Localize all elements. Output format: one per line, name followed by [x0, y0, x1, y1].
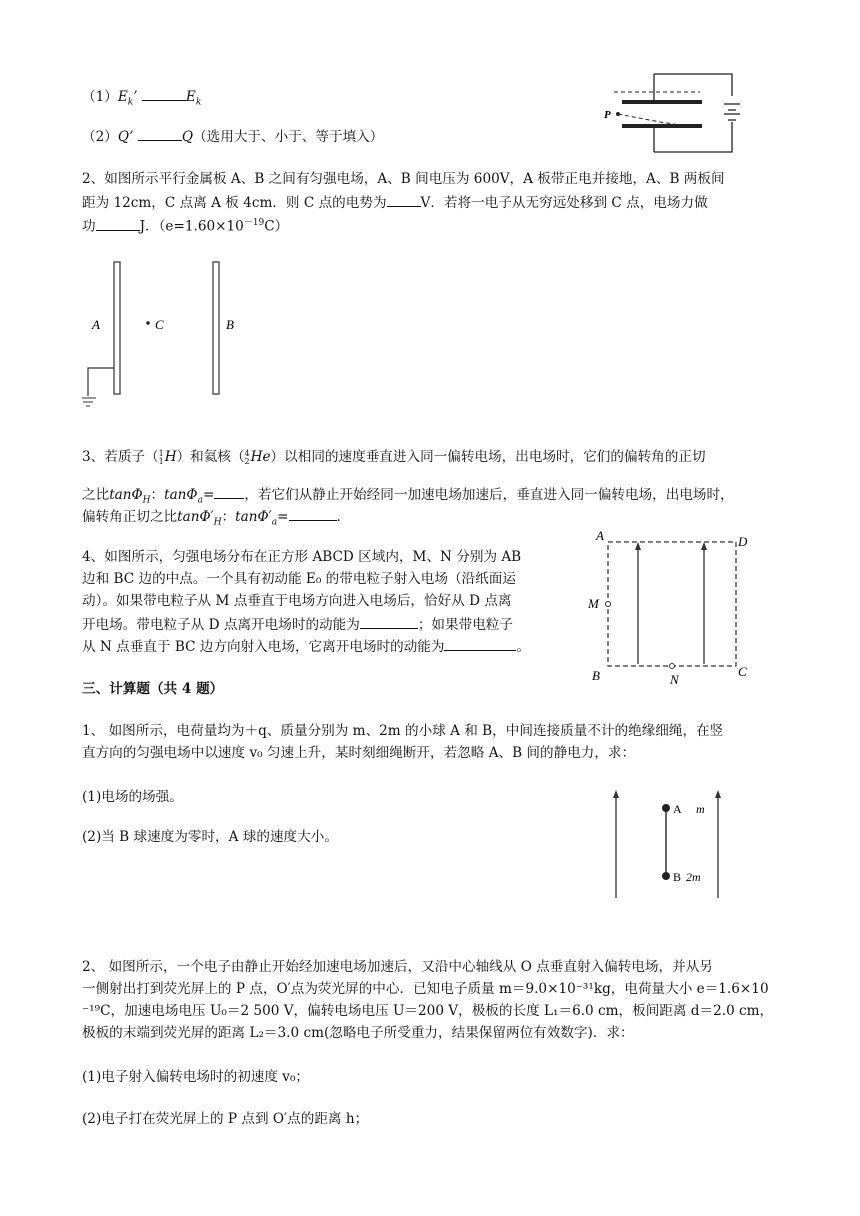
- q4-text: ；如果带电粒子: [417, 617, 513, 633]
- proton-symbol: H: [164, 449, 177, 465]
- label-a: A: [596, 528, 604, 543]
- q2-line3: [82, 214, 288, 236]
- ground-wire: [88, 368, 114, 396]
- point-n: [670, 664, 675, 669]
- label-mass-2m: 2m: [686, 870, 701, 884]
- prime-mark: ’: [133, 89, 138, 105]
- section-title: 三、计算题（共 4 题）: [82, 681, 224, 697]
- c1-line2: 直方向的匀强电场中以速度 v₀ 匀速上升，某时刻细绳断开，若忽略 A、B 间的静电力，求：: [82, 745, 636, 761]
- q3-text: 之比: [82, 487, 110, 503]
- q4-line4: [82, 614, 513, 634]
- exponent: －19: [243, 218, 265, 228]
- q4-text: 从 N 点垂直于 BC 边方向射入电场，它离开电场时的动能为: [82, 639, 445, 655]
- point-p-label: P: [604, 109, 611, 121]
- q3-text: 3、若质子（: [82, 449, 159, 465]
- q-prime-symbol: Q’: [117, 129, 134, 145]
- label-c: C: [738, 664, 747, 679]
- point-c: [146, 321, 150, 325]
- q4-text: 开电场。带电粒子从 D 点离开电场时的动能为: [82, 617, 360, 633]
- tan-phi-h: tanΦ: [109, 487, 143, 503]
- upper-plate: [622, 100, 702, 104]
- c2-line1: 2、 如图所示，一个电子由静止开始经加速电场加速后，又沿中心轴线从 O 点垂直射入偏转电场，并从另: [82, 959, 713, 975]
- c2-line3: ⁻¹⁹C，加速电场电压 U₀＝2 500 V，偏转电场电压 U＝200 V，极板的长度 L₁＝6.0 cm，板间距离 d＝2.0 cm，: [82, 1003, 774, 1019]
- label-b: B: [226, 317, 234, 332]
- label-b: B: [592, 668, 600, 683]
- q3-text: ，若它们从静止开始经同一加速电场加速后，垂直进入同一偏转电场，出电场时，: [244, 487, 734, 503]
- answer-blank[interactable]: [289, 506, 337, 521]
- label-c: C: [155, 317, 164, 332]
- label-m: M: [588, 596, 599, 611]
- answer-blank[interactable]: [214, 484, 244, 499]
- helium-symbol: He: [250, 449, 271, 465]
- q3-line2: 之比tanΦ$_H$：tanΦ$_a$= ，若它们从静止开始经同一加速电场加速后，垂直进入同一偏转电场，出电场时，: [82, 484, 734, 510]
- item-number: （2）: [82, 129, 118, 145]
- circuit-wire: [654, 74, 732, 96]
- q3-line3: 偏转角正切之比$\tan\Phi'_H$：$\tan\Phi'_a=$ .: [82, 506, 341, 532]
- q4-line3: 动）。如果带电粒子从 M 点垂直于电场方向进入电场后，恰好从 D 点离: [82, 593, 512, 609]
- ek-sub: k: [127, 97, 134, 108]
- answer-blank[interactable]: [96, 216, 140, 231]
- ball-a: [662, 804, 670, 812]
- fill-instruction: （选用大于、小于、等于填入）: [193, 129, 384, 145]
- field-arrow-icon: [715, 790, 721, 798]
- capacitor-figure: [600, 66, 760, 158]
- parallel-plates-figure: [82, 258, 252, 414]
- q3-line1: [82, 448, 706, 466]
- proton-numbers: 1 1: [158, 448, 164, 466]
- c2-line4: 极板的末端到荧光屏的距离 L₂＝3.0 cm(忽略电子所受重力，结果保留两位有效数字)．求：: [82, 1025, 634, 1041]
- prev-q-line1: [82, 86, 201, 112]
- tan-phi-h-prime: tanΦ′: [177, 509, 214, 525]
- label-a: A: [92, 317, 100, 332]
- q4-text: 。: [516, 639, 531, 655]
- c1-line1: 1、 如图所示，电荷量均为＋q、质量分别为 m、2m 的小球 A 和 B，中间连接质量不计的绝缘细绳，在竖: [82, 723, 724, 739]
- square-abcd: [608, 542, 736, 666]
- answer-blank[interactable]: [142, 86, 186, 101]
- q2-text: J．（e=1.60×10: [139, 218, 244, 235]
- point-p: [616, 112, 620, 116]
- field-arrow-icon: [635, 542, 641, 550]
- tan-phi-a-prime: tanΦ′: [235, 509, 272, 525]
- label-mass-m: m: [696, 802, 705, 816]
- c1-subquestion-2: (2)当 B 球速度为零时，A 球的速度大小。: [82, 829, 338, 845]
- prev-q-line2: [82, 126, 383, 146]
- q2-text: 功: [82, 218, 96, 235]
- q3-text: ）以相同的速度垂直进入同一偏转电场，出电场时，它们的偏转角的正切: [270, 449, 706, 465]
- two-balls-figure: [600, 786, 730, 902]
- plate-a: [114, 262, 120, 394]
- label-n: N: [670, 672, 679, 686]
- square-field-figure: [586, 526, 756, 686]
- ball-b: [662, 872, 670, 880]
- label-d: D: [738, 534, 748, 549]
- q4-line5: [82, 636, 530, 656]
- q2-text: C）: [264, 218, 289, 235]
- point-m: [606, 602, 611, 607]
- field-arrow-icon: [701, 542, 707, 550]
- q3-text: ）和氦核（: [176, 449, 245, 465]
- ek-symbol: E: [185, 89, 196, 105]
- q3-text: 偏转角正切之比: [82, 509, 178, 525]
- q2-line2: [82, 192, 708, 212]
- label-b: B: [673, 870, 682, 884]
- field-arrow-icon: [613, 790, 619, 798]
- q4-line2: 边和 BC 边的中点。一个具有初动能 E₀ 的带电粒子射入电场（沿纸面运: [82, 571, 516, 587]
- label-a: A: [673, 802, 682, 816]
- tan-phi-a: tanΦ: [164, 487, 198, 503]
- c2-subquestion-1: (1)电子射入偏转电场时的初速度 v₀；: [82, 1069, 310, 1085]
- item-number: （1）: [82, 89, 118, 105]
- q2-text: V．若将一电子从无穷远处移到 C 点，电场力做: [420, 195, 708, 211]
- c2-subquestion-2: (2)电子打在荧光屏上的 P 点到 O′点的距离 h；: [82, 1111, 369, 1127]
- plate-b: [213, 262, 219, 394]
- c1-subquestion-1: (1)电场的场强。: [82, 789, 183, 805]
- helium-numbers: 4 2: [244, 448, 250, 466]
- ek-sub: k: [195, 97, 202, 108]
- q-symbol: Q: [181, 129, 194, 145]
- answer-blank[interactable]: [444, 636, 516, 651]
- answer-blank[interactable]: [360, 614, 418, 629]
- answer-blank[interactable]: [138, 126, 182, 141]
- c2-line2: 一侧射出打到荧光屏上的 P 点，O′点为荧光屏的中心．已知电子质量 m＝9.0×10⁻³¹kg，电荷量大小 e＝1.6×10: [82, 981, 769, 997]
- answer-blank[interactable]: [387, 192, 421, 207]
- q2-line1: 2、如图所示平行金属板 A、B 之间有匀强电场，A、B 间电压为 600V，A 板带正电并接地，A、B 两板间: [82, 171, 725, 187]
- q4-line1: 4、如图所示，匀强电场分布在正方形 ABCD 区域内，M、N 分别为 AB: [82, 549, 522, 565]
- q2-text: 距为 12cm，C 点离 A 板 4cm．则 C 点的电势为: [82, 195, 387, 211]
- ek-prime-symbol: E: [117, 89, 128, 105]
